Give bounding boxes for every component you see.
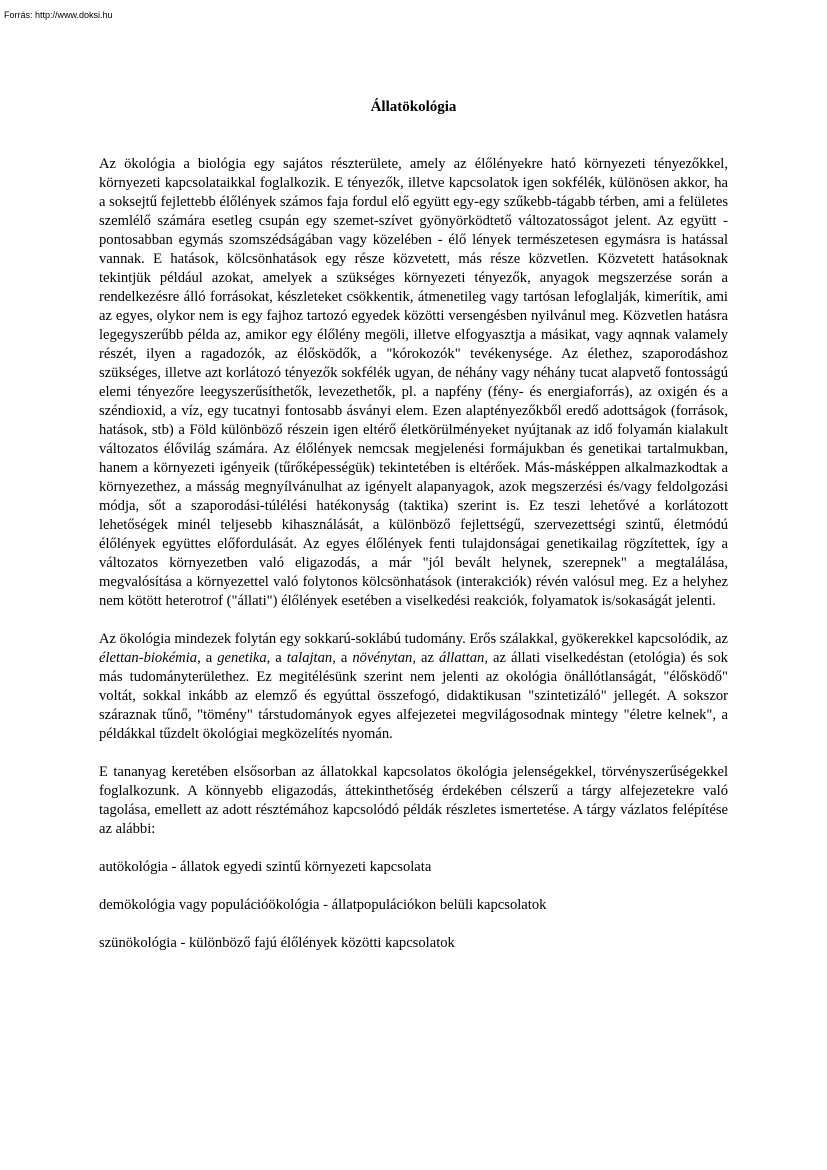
text-span: , az állati viselkedéstan (etológia) és sok más tudományterülethez. Ez megitélésünk szerint nem jelenti az okológia önállótlanságát, "élősködő" voltát, sokkal inkább az elemző és egyúttal összefogó, didaktikusan "szintetizáló" jellegét. A sokszor száraznak tűnő, "tömény" társtudományok egyes alfejezetei megvilágosodnak mintegy "életre kelnek", a példákkal tűzdelt ökológiai megközelítés nyomán.: [99, 650, 728, 742]
paragraph-disciplines: [99, 630, 728, 744]
list-item: demökológia vagy populációökológia - állatpopulációkon belüli kapcsolatok: [99, 897, 547, 913]
italic-term: genetika: [217, 650, 267, 666]
italic-term: állattan: [438, 650, 485, 666]
paragraph-structure: E tananyag keretében elsősorban az állatokkal kapcsolatos ökológia jelenségekkel, törvényszerűségekkel foglalkozunk. A könnyebb eligazodás, áttekinthetőség érdekében célszerű a tárgy alfejezetekre való tagolása, emellett az adott résztémához kapcsolódó példák részletes ismertetése. A tárgy vázlatos felépítése az alábbi:: [99, 764, 728, 837]
source-label: Forrás: http://www.doksi.hu: [4, 10, 113, 20]
italic-term: élettan-biokémia: [99, 650, 198, 666]
paragraph-intro: Az ökológia a biológia egy sajátos részterülete, amely az élőlényekre ható környezeti tényezőkkel, környezeti kapcsolataikkal foglalkozik. E tényezők, illetve kapcsolatok igen sokfélék, különösen akkor, ha a soksejtű fejlettebb élőlények számos faja fordul elő együtt egy-egy szűkebb-tágabb térben, ami a felületes szemlélő számára esetleg csupán egy szemet-szívet gyönyörködtető változatosságot jelent. Az együtt - pontosabban egymás szomszédságában vagy közelében - élő lények természetesen egymásra is hatással vannak. E hatások, kölcsönhatások egy része közvetett, más része közvetlen. Közvetett hatásoknak tekintjük például azokat, amelyek a szükséges környezeti tényezők, anyagok megszerzése során a rendelkezésre álló forrásokat, készleteket csökkentik, átmenetileg vagy tartósan lefoglalják, kimerítik, ami az egyes, olykor nem is egy fajhoz tartozó egyedek közötti versengésben nyilvánul meg. Közvetlen hatásra legegyszerűbb példa az, amikor egy élőlény megöli, illetve elfogyasztja a másikat, vagy aqnnak valamely részét, ilyen a ragadozók, az élősködők, a "kórokozók" tevékenysége. Az élethez, szaporodáshoz szükséges, illetve azt korlátozó tényezők sokfélék ugyan, de néhány vagy néhány tucat alapvető fontosságú elemi tényezőre leegyszerűsíthetők, levezethetők, pl. a napfény (fény- és energiaforrás), az oxigén és a széndioxid, a víz, egy tucatnyi fontosabb ásványi elem. Ezen alaptényezőkből eredő adottságok (források, hatások, stb) a Föld különböző részein igen eltérő életkörülményeket nyújtanak az idő folyamán kialakult változatos élővilág számára. Az élőlények nemcsak megjelenési formájukban és genetikai tartalmukban, hanem a környezeti igényeik (tűrőképességük) tekintetében is eltérőek. Más-másképpen alkalmazkodtak a környezethez, a másság megnyílvánulhat az igényelt alapanyagok, azok megszerzési és/vagy feldolgozási módja, sőt a szaporodási-túlélési hatékonyság (taktika) szerint is. Ez teszi lehetővé a korlátozott lehetőségek minél teljesebb kihasználását, a különböző fejlettségű, szervezettségi szintű, életmódú élőlények együttes előfordulását. Az egyes élőlények fenti tulajdonságai genetikailag rögzítettek, így a változatos környezetben való eligazodás, a már "jól bevált helynek, szerepnek" a megtalálása, megvalósítása a környezettel való folytonos kölcsönhatások (interakciók) révén valósul meg. Ez a helyhez nem kötött heterotrof ("állati") élőlények esetében a viselkedési reakciók, folyamatok is/sokaságát jelenti.: [99, 156, 728, 609]
list-item: autökológia - állatok egyedi szintű környezeti kapcsolata: [99, 859, 432, 875]
text-span: , a: [197, 650, 218, 666]
page-title: Állatökológia: [370, 99, 457, 115]
text-span: Az ökológia mindezek folytán egy sokkarú-soklábú tudomány. Erős szálakkal, gyökerekkel kapcsolódik, az: [99, 631, 728, 647]
text-span: , a: [266, 650, 287, 666]
text-span: , a: [332, 650, 353, 666]
italic-term: talajtan: [286, 650, 333, 666]
text-span: , az: [412, 650, 439, 666]
document-body: [99, 155, 728, 972]
italic-term: növénytan: [352, 650, 413, 666]
list-item: szünökológia - különböző fajú élőlények közötti kapcsolatok: [99, 935, 455, 951]
